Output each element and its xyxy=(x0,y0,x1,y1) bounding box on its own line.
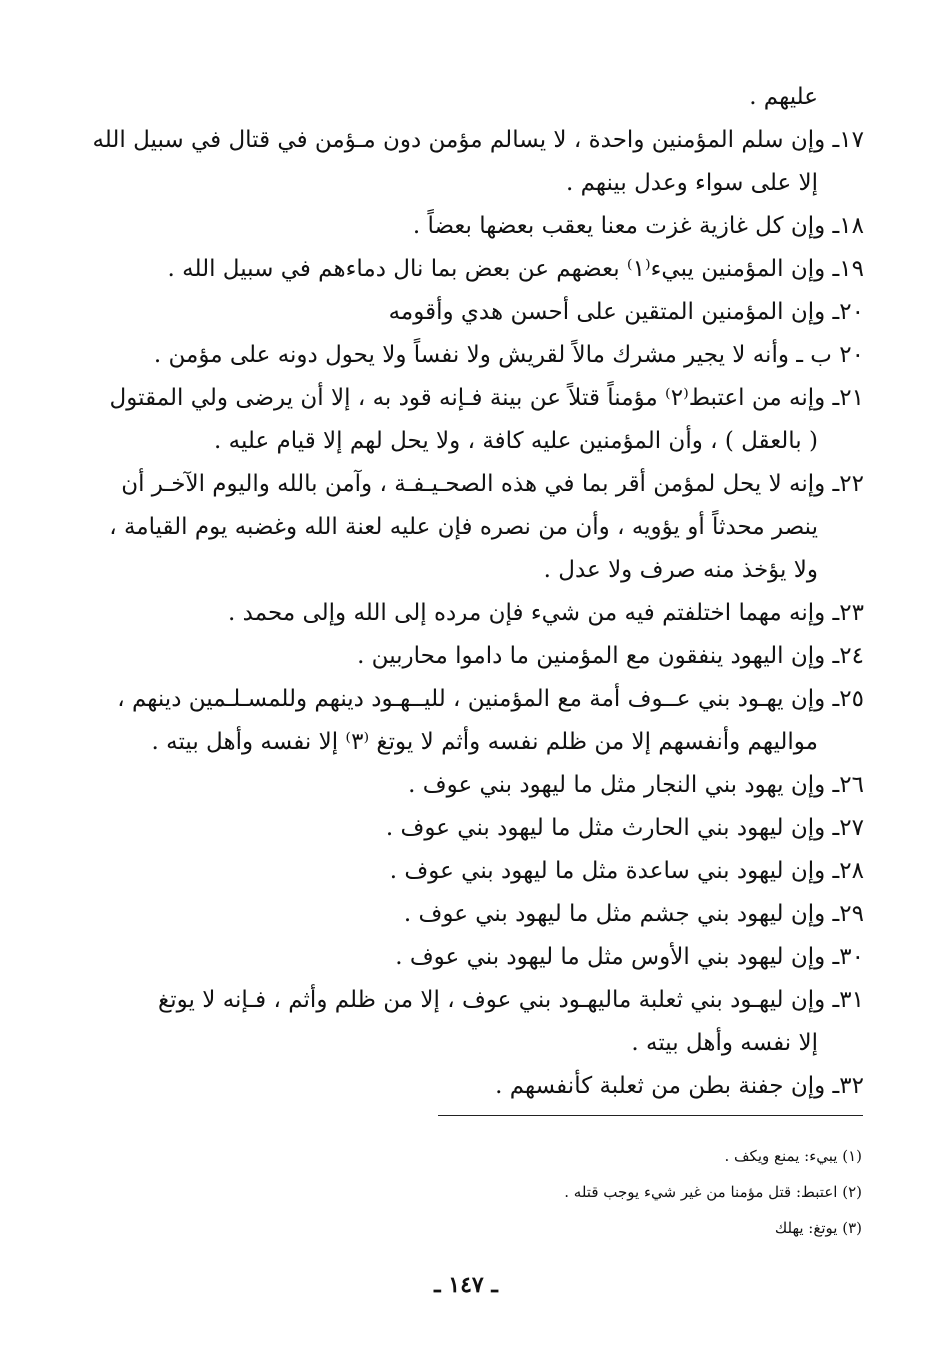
text-line: عليهم . xyxy=(749,84,818,110)
footnote-1: (١) يبيء: يمنع ويكف . xyxy=(724,1147,862,1165)
clause-27: ٢٧ـ وإن ليهود بني الحارث مثل ما ليهود بني عوف . xyxy=(385,815,864,841)
clause-24: ٢٤ـ وإن اليهود ينفقون مع المؤمنين ما داموا محاربين . xyxy=(357,643,864,669)
clause-19: ١٩ـ وإن المؤمنين يبيء⁽١⁾ بعضهم عن بعض بما نال دماءهم في سبيل الله . xyxy=(167,256,864,282)
clause-21: ٢١ـ وإنه من اعتبط⁽٢⁾ مؤمناً قتلاً عن بينة فـإنه قود به ، إلا أن يرضى ولي المقتول xyxy=(109,385,864,411)
clause-25: ٢٥ـ وإن يهـود بني عــوف أمة مع المؤمنين ، لليــهـود دينهم وللمسـلـمين دينهم ، xyxy=(117,686,864,712)
footnote-3: (٣) يوتغ: يهلك xyxy=(774,1219,862,1237)
footnote-divider xyxy=(438,1115,863,1116)
clause-29: ٢٩ـ وإن ليهود بني جشم مثل ما ليهود بني عوف . xyxy=(403,901,864,927)
text-line: ينصر محدثاً أو يؤويه ، وأن من نصره فإن عليه لعنة الله وغضبه يوم القيامة ، xyxy=(109,514,818,540)
footnotes xyxy=(420,1138,862,1246)
clause-26: ٢٦ـ وإن يهود بني النجار مثل ما ليهود بني عوف . xyxy=(408,772,864,798)
clause-18: ١٨ـ وإن كل غازية غزت معنا يعقب بعضها بعضاً . xyxy=(412,213,864,239)
main-text xyxy=(56,76,864,1108)
clause-31: ٣١ـ وإن ليهـود بني ثعلبة ماليهـود بني عوف ، إلا من ظلم وأثم ، فـإنه لا يوتغ xyxy=(158,987,864,1013)
clause-23: ٢٣ـ وإنه مهما اختلفتم فيه من شيء فإن مرده إلى الله وإلى محمد . xyxy=(228,600,864,626)
text-line: مواليهم وأنفسهم إلا من ظلم نفسه وأثم لا يوتغ ⁽٣⁾ إلا نفسه وأهل بيته . xyxy=(151,729,818,755)
clause-22: ٢٢ـ وإنه لا يحل لمؤمن أقر بما في هذه الصحـيـفـة ، وآمن بالله واليوم الآخـر أن xyxy=(121,471,864,497)
clause-32: ٣٢ـ وإن جفنة بطن من ثعلبة كأنفسهم . xyxy=(495,1073,864,1099)
page-number: ـ ١٤٧ ـ xyxy=(434,1272,498,1298)
text-line: ( بالعقل ) ، وأن المؤمنين عليه كافة ، ولا يحل لهم إلا قيام عليه . xyxy=(213,428,818,454)
text-line: ولا يؤخذ منه صرف ولا عدل . xyxy=(543,557,818,583)
clause-20: ٢٠ـ وإن المؤمنين المتقين على أحسن هدي وأقومه xyxy=(388,299,864,325)
clause-28: ٢٨ـ وإن ليهود بني ساعدة مثل ما ليهود بني عوف . xyxy=(389,858,864,884)
footnote-2: (٢) اعتبط: قتل مؤمنا من غير شيء يوجب قتله . xyxy=(564,1183,862,1201)
clause-20b: ٢٠ ب ـ وأنه لا يجير مشرك مالاً لقريش ولا نفساً ولا يحول دونه على مؤمن . xyxy=(153,342,864,368)
clause-17: ١٧ـ وإن سلم المؤمنين واحدة ، لا يسالم مؤمن دون مـؤمن في قتال في سبيل الله xyxy=(92,127,864,153)
clause-30: ٣٠ـ وإن ليهود بني الأوس مثل ما ليهود بني عوف . xyxy=(395,944,864,970)
text-line: إلا على سواء وعدل بينهم . xyxy=(565,170,818,196)
text-line: إلا نفسه وأهل بيته . xyxy=(631,1030,818,1056)
